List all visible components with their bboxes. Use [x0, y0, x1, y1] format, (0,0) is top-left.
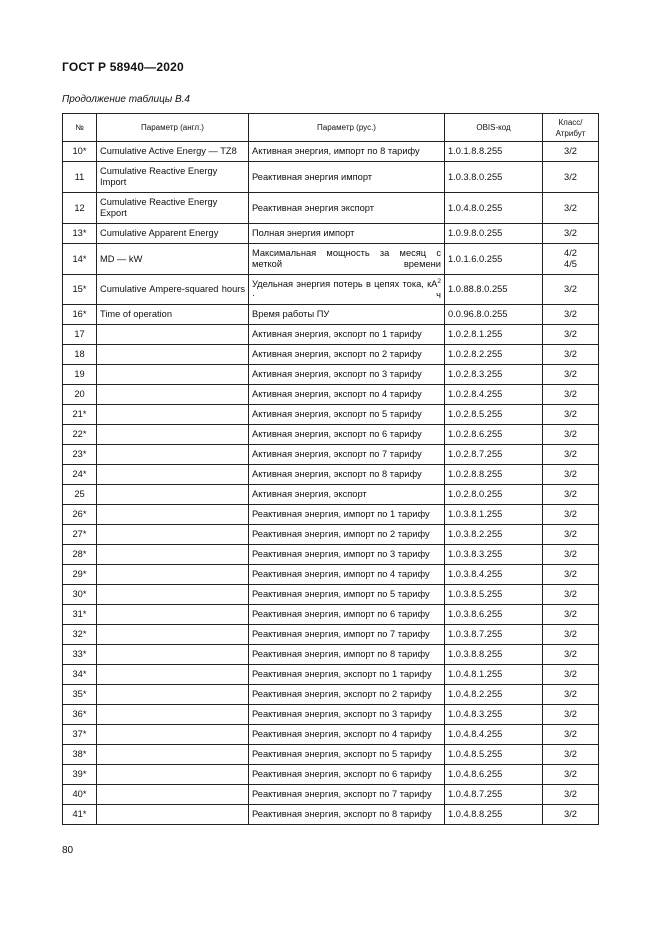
class-attribute-cell: 3/2: [543, 325, 599, 345]
table-row: [63, 305, 599, 325]
param-ru-cell: Реактивная энергия, импорт по 2 тарифу: [249, 525, 445, 545]
header-param-en: Параметр (англ.): [97, 114, 249, 142]
obis-code-cell: 1.0.9.8.0.255: [445, 224, 543, 244]
row-number: 10*: [63, 142, 97, 162]
table-row: [63, 765, 599, 785]
table-row: [63, 605, 599, 625]
param-en-cell: [97, 725, 249, 745]
obis-code-cell: 1.0.2.8.3.255: [445, 365, 543, 385]
row-number: 24*: [63, 465, 97, 485]
row-number: 27*: [63, 525, 97, 545]
table-row: [63, 385, 599, 405]
class-attribute-cell: 3/2: [543, 805, 599, 825]
class-attribute-cell: 3/2: [543, 705, 599, 725]
table-row: [63, 725, 599, 745]
row-number: 34*: [63, 665, 97, 685]
param-ru-cell: Активная энергия, экспорт по 3 тарифу: [249, 365, 445, 385]
param-ru-cell: Реактивная энергия, экспорт по 2 тарифу: [249, 685, 445, 705]
param-en-cell: [97, 565, 249, 585]
param-ru-text: Удельная энергия потерь в цепях тока,: [252, 278, 424, 289]
obis-code-cell: 1.0.3.8.6.255: [445, 605, 543, 625]
obis-code-cell: 1.0.4.8.0.255: [445, 193, 543, 224]
param-en-cell: [97, 465, 249, 485]
class-attribute-cell: 3/2: [543, 505, 599, 525]
row-number: 37*: [63, 725, 97, 745]
table-row: [63, 365, 599, 385]
row-number: 33*: [63, 645, 97, 665]
obis-code-cell: 1.0.3.8.8.255: [445, 645, 543, 665]
row-number: 15*: [63, 275, 97, 305]
table-row: [63, 275, 599, 305]
row-number: 21*: [63, 405, 97, 425]
obis-code-cell: 1.0.4.8.1.255: [445, 665, 543, 685]
table-row: [63, 625, 599, 645]
param-ru-cell: Реактивная энергия, экспорт по 8 тарифу: [249, 805, 445, 825]
obis-code-cell: 1.0.4.8.3.255: [445, 705, 543, 725]
param-en-cell: Cumulative Reactive Energy Export: [97, 193, 249, 224]
param-en-cell: [97, 505, 249, 525]
table-row: [63, 142, 599, 162]
param-ru-cell: Активная энергия, экспорт по 2 тарифу: [249, 345, 445, 365]
row-number: 18: [63, 345, 97, 365]
param-en-cell: MD — kW: [97, 244, 249, 275]
document-title: ГОСТ Р 58940—2020: [62, 60, 184, 74]
row-number: 11: [63, 162, 97, 193]
table-row: [63, 565, 599, 585]
param-en-cell: [97, 425, 249, 445]
obis-code-cell: 1.0.2.8.7.255: [445, 445, 543, 465]
param-en-cell: [97, 705, 249, 725]
class-attribute-cell: 3/2: [543, 785, 599, 805]
table-row: [63, 244, 599, 275]
param-en-cell: [97, 365, 249, 385]
param-en-cell: [97, 765, 249, 785]
param-ru-cell: Реактивная энергия, экспорт по 5 тарифу: [249, 745, 445, 765]
param-en-cell: [97, 605, 249, 625]
table-row: [63, 162, 599, 193]
param-en-cell: [97, 745, 249, 765]
param-en-cell: [97, 585, 249, 605]
row-number: 32*: [63, 625, 97, 645]
param-ru-cell: Реактивная энергия, импорт по 5 тарифу: [249, 585, 445, 605]
class-attribute-cell: 3/2: [543, 765, 599, 785]
param-ru-cell: Активная энергия, экспорт по 1 тарифу: [249, 325, 445, 345]
table-row: [63, 345, 599, 365]
row-number: 36*: [63, 705, 97, 725]
obis-table: [62, 113, 599, 825]
table-row: [63, 645, 599, 665]
row-number: 30*: [63, 585, 97, 605]
param-ru-cell: Реактивная энергия, импорт по 3 тарифу: [249, 545, 445, 565]
param-ru-cell: Время работы ПУ: [249, 305, 445, 325]
param-ru-cell: Реактивная энергия, импорт по 7 тарифу: [249, 625, 445, 645]
row-number: 23*: [63, 445, 97, 465]
table-body: [63, 142, 599, 825]
table-row: [63, 665, 599, 685]
param-ru-cell: Активная энергия, экспорт по 6 тарифу: [249, 425, 445, 445]
table-row: [63, 465, 599, 485]
class-attribute-cell: 3/2: [543, 665, 599, 685]
obis-code-cell: 1.0.1.6.0.255: [445, 244, 543, 275]
obis-code-cell: 1.0.3.8.0.255: [445, 162, 543, 193]
row-number: 29*: [63, 565, 97, 585]
header-param-ru: Параметр (рус.): [249, 114, 445, 142]
param-ru-cell: [249, 275, 445, 305]
param-en-cell: [97, 785, 249, 805]
class-attribute-cell: 3/2: [543, 465, 599, 485]
table-header-row: [63, 114, 599, 142]
param-en-cell: [97, 385, 249, 405]
param-en-cell: Cumulative Active Energy — TZ8: [97, 142, 249, 162]
obis-code-cell: 1.0.4.8.2.255: [445, 685, 543, 705]
table-row: [63, 545, 599, 565]
obis-code-cell: 1.0.3.8.3.255: [445, 545, 543, 565]
param-ru-cell: Реактивная энергия, экспорт по 4 тарифу: [249, 725, 445, 745]
row-number: 20: [63, 385, 97, 405]
param-ru-unit-tail: · ч: [252, 289, 441, 300]
param-ru-cell: Реактивная энергия, импорт по 8 тарифу: [249, 645, 445, 665]
table-row: [63, 705, 599, 725]
param-en-cell: [97, 665, 249, 685]
obis-code-cell: 1.0.2.8.5.255: [445, 405, 543, 425]
param-ru-unit-exponent: 2: [437, 277, 441, 285]
obis-code-cell: 1.0.88.8.0.255: [445, 275, 543, 305]
class-attribute-cell: [543, 244, 599, 275]
class-attribute-cell: 3/2: [543, 193, 599, 224]
row-number: 26*: [63, 505, 97, 525]
obis-code-cell: 1.0.2.8.2.255: [445, 345, 543, 365]
table-row: [63, 405, 599, 425]
param-en-cell: [97, 525, 249, 545]
param-ru-cell: Активная энергия, экспорт по 4 тарифу: [249, 385, 445, 405]
table-row: [63, 805, 599, 825]
param-ru-cell: Реактивная энергия, экспорт по 6 тарифу: [249, 765, 445, 785]
class-attribute-cell: 3/2: [543, 625, 599, 645]
class-attribute-cell: 3/2: [543, 545, 599, 565]
obis-code-cell: 1.0.3.8.2.255: [445, 525, 543, 545]
obis-code-cell: 1.0.4.8.4.255: [445, 725, 543, 745]
obis-code-cell: 1.0.2.8.8.255: [445, 465, 543, 485]
table-row: [63, 425, 599, 445]
class-attribute-cell: 3/2: [543, 385, 599, 405]
class-attribute-cell: 3/2: [543, 585, 599, 605]
table-row: [63, 745, 599, 765]
header-obis: OBIS-код: [445, 114, 543, 142]
row-number: 19: [63, 365, 97, 385]
class-attribute-cell: 3/2: [543, 605, 599, 625]
table-row: [63, 445, 599, 465]
class-attribute-cell: 3/2: [543, 485, 599, 505]
class-attribute-cell: 3/2: [543, 305, 599, 325]
param-ru-cell: Реактивная энергия импорт: [249, 162, 445, 193]
row-number: 38*: [63, 745, 97, 765]
param-ru-cell: Реактивная энергия, экспорт по 3 тарифу: [249, 705, 445, 725]
param-en-cell: [97, 445, 249, 465]
table-row: [63, 685, 599, 705]
class-attribute-cell: 3/2: [543, 725, 599, 745]
obis-code-cell: 1.0.1.8.8.255: [445, 142, 543, 162]
param-en-cell: [97, 485, 249, 505]
class-attribute-value-2: 4/5: [564, 259, 577, 269]
row-number: 25: [63, 485, 97, 505]
row-number: 16*: [63, 305, 97, 325]
class-attribute-cell: 3/2: [543, 645, 599, 665]
param-ru-cell: Активная энергия, экспорт по 7 тарифу: [249, 445, 445, 465]
class-attribute-cell: 3/2: [543, 365, 599, 385]
param-en-cell: [97, 345, 249, 365]
class-attribute-cell: 3/2: [543, 345, 599, 365]
row-number: 31*: [63, 605, 97, 625]
row-number: 41*: [63, 805, 97, 825]
class-attribute-cell: 3/2: [543, 445, 599, 465]
param-en-cell: Cumulative Apparent Energy: [97, 224, 249, 244]
param-ru-cell: Реактивная энергия, импорт по 1 тарифу: [249, 505, 445, 525]
param-en-cell: [97, 625, 249, 645]
param-ru-cell: Реактивная энергия, экспорт по 7 тарифу: [249, 785, 445, 805]
row-number: 35*: [63, 685, 97, 705]
param-ru-cell: Активная энергия, экспорт по 5 тарифу: [249, 405, 445, 425]
row-number: 17: [63, 325, 97, 345]
header-class-line1: Класс/: [558, 117, 583, 127]
obis-code-cell: 1.0.4.8.6.255: [445, 765, 543, 785]
table-row: [63, 585, 599, 605]
obis-code-cell: 1.0.3.8.4.255: [445, 565, 543, 585]
param-ru-cell: Активная энергия, экспорт: [249, 485, 445, 505]
class-attribute-value: 4/2: [564, 248, 577, 258]
class-attribute-cell: 3/2: [543, 565, 599, 585]
obis-code-cell: 1.0.2.8.6.255: [445, 425, 543, 445]
class-attribute-cell: 3/2: [543, 162, 599, 193]
class-attribute-cell: 3/2: [543, 275, 599, 305]
obis-code-cell: 1.0.4.8.7.255: [445, 785, 543, 805]
class-attribute-cell: 3/2: [543, 525, 599, 545]
param-en-cell: Time of operation: [97, 305, 249, 325]
param-en-cell: [97, 405, 249, 425]
table-row: [63, 224, 599, 244]
table-row: [63, 193, 599, 224]
row-number: 22*: [63, 425, 97, 445]
class-attribute-cell: 3/2: [543, 405, 599, 425]
obis-code-cell: 1.0.3.8.7.255: [445, 625, 543, 645]
obis-code-cell: 1.0.2.8.4.255: [445, 385, 543, 405]
page-number: 80: [62, 845, 74, 856]
obis-code-cell: 1.0.2.8.1.255: [445, 325, 543, 345]
class-attribute-cell: 3/2: [543, 745, 599, 765]
param-en-cell: [97, 645, 249, 665]
table-row: [63, 325, 599, 345]
param-ru-cell: Реактивная энергия, экспорт по 1 тарифу: [249, 665, 445, 685]
param-en-cell: Cumulative Reactive Energy Import: [97, 162, 249, 193]
param-en-cell: [97, 685, 249, 705]
table-row: [63, 505, 599, 525]
obis-code-cell: 1.0.4.8.5.255: [445, 745, 543, 765]
row-number: 12: [63, 193, 97, 224]
param-ru-cell: Реактивная энергия, импорт по 6 тарифу: [249, 605, 445, 625]
param-en-cell: [97, 325, 249, 345]
param-en-cell: [97, 805, 249, 825]
class-attribute-cell: 3/2: [543, 142, 599, 162]
param-ru-cell: Реактивная энергия экспорт: [249, 193, 445, 224]
table-row: [63, 785, 599, 805]
param-en-cell: Cumulative Ampere-squared hours: [97, 275, 249, 305]
class-attribute-cell: 3/2: [543, 224, 599, 244]
table-row: [63, 525, 599, 545]
obis-code-cell: 1.0.3.8.1.255: [445, 505, 543, 525]
row-number: 39*: [63, 765, 97, 785]
header-class: [543, 114, 599, 142]
obis-code-cell: 1.0.2.8.0.255: [445, 485, 543, 505]
header-num: №: [63, 114, 97, 142]
row-number: 40*: [63, 785, 97, 805]
param-ru-cell: Активная энергия, импорт по 8 тарифу: [249, 142, 445, 162]
param-ru-unit: кА: [427, 278, 438, 289]
param-en-cell: [97, 545, 249, 565]
param-ru-cell: Полная энергия импорт: [249, 224, 445, 244]
row-number: 28*: [63, 545, 97, 565]
param-ru-cell: Реактивная энергия, импорт по 4 тарифу: [249, 565, 445, 585]
table-caption: Продолжение таблицы В.4: [62, 94, 190, 105]
table-row: [63, 485, 599, 505]
param-ru-cell: Активная энергия, экспорт по 8 тарифу: [249, 465, 445, 485]
obis-code-cell: 1.0.4.8.8.255: [445, 805, 543, 825]
param-ru-cell: Максимальная мощность за месяц с меткой времени: [249, 244, 445, 275]
class-attribute-cell: 3/2: [543, 425, 599, 445]
row-number: 13*: [63, 224, 97, 244]
obis-code-cell: 0.0.96.8.0.255: [445, 305, 543, 325]
row-number: 14*: [63, 244, 97, 275]
header-class-line2: Атрибут: [555, 128, 586, 138]
obis-code-cell: 1.0.3.8.5.255: [445, 585, 543, 605]
class-attribute-cell: 3/2: [543, 685, 599, 705]
